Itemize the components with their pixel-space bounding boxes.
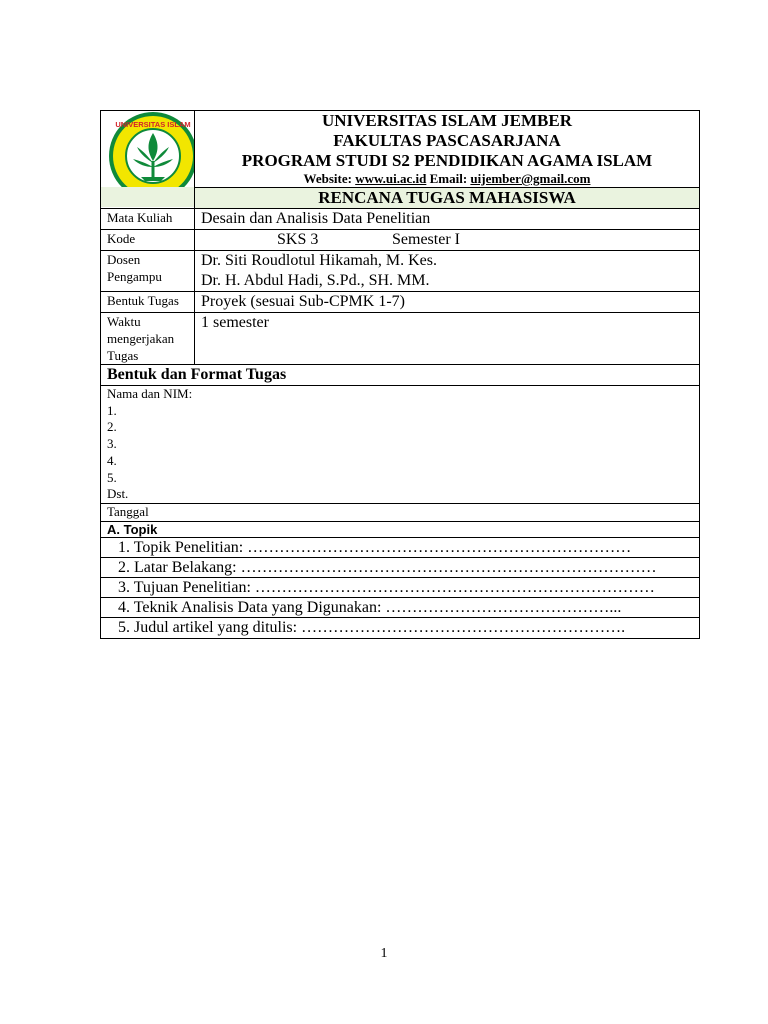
dosen-label: Dosen Pengampu: [101, 251, 195, 292]
svg-text:UNIVERSITAS ISLAM: UNIVERSITAS ISLAM: [115, 120, 191, 129]
form-title: RENCANA TUGAS MAHASISWA: [195, 188, 700, 209]
list-item: 3.: [107, 436, 117, 452]
list-item: 4.: [107, 452, 117, 468]
list-item: Dst.: [107, 486, 129, 502]
topic-item: 1. Topik Penelitian: ………………………………………………………………: [101, 537, 700, 557]
contact-line: Website: www.ui.ac.id Email: uijember@gmail.com: [303, 171, 591, 186]
semester-value: Semester I: [392, 231, 460, 248]
university-logo-icon: [101, 111, 194, 207]
faculty-name: FAKULTAS PASCASARJANA: [333, 131, 561, 150]
nama-nim-block: [101, 386, 700, 504]
assignment-form: [100, 110, 700, 639]
logo-cell: [101, 111, 195, 209]
email-link[interactable]: uijember@gmail.com: [470, 171, 591, 186]
topic-item: 4. Teknik Analisis Data yang Digunakan: ……………………………………...: [101, 597, 700, 617]
dosen-2: Dr. H. Abdul Hadi, S.Pd., SH. MM.: [201, 272, 430, 289]
mata-kuliah-label: Mata Kuliah: [101, 209, 195, 230]
bentuk-tugas-value: Proyek (sesuai Sub-CPMK 1-7): [195, 292, 700, 313]
topik-heading: A. Topik: [101, 521, 700, 537]
header-block: [195, 111, 700, 188]
topic-item: 5. Judul artikel yang ditulis: …………………………………………………….: [101, 617, 700, 638]
list-item: 5.: [107, 469, 117, 485]
topic-item: 2. Latar Belakang: ……………………………………………………………………: [101, 557, 700, 577]
sks-value: SKS 3: [277, 231, 319, 248]
dosen-value: [195, 251, 700, 292]
page-number: 1: [380, 946, 388, 961]
waktu-label: Waktu mengerjakan Tugas: [101, 313, 195, 365]
program-name: PROGRAM STUDI S2 PENDIDIKAN AGAMA ISLAM: [241, 151, 653, 170]
university-name: UNIVERSITAS ISLAM JEMBER: [321, 111, 572, 130]
kode-label: Kode: [101, 230, 195, 251]
list-item: 2.: [107, 419, 117, 435]
bentuk-tugas-label: Bentuk Tugas: [101, 292, 195, 313]
sks-semester-cell: [195, 230, 700, 251]
nama-nim-label: Nama dan NIM:: [107, 386, 193, 401]
website-link[interactable]: www.ui.ac.id: [355, 171, 427, 186]
topic-item: 3. Tujuan Penelitian: …………………………………………………………………: [101, 577, 700, 597]
list-item: 1.: [107, 402, 117, 418]
dosen-1: Dr. Siti Roudlotul Hikamah, M. Kes.: [201, 252, 437, 269]
tanggal-label: Tanggal: [101, 503, 700, 521]
waktu-value: 1 semester: [195, 313, 700, 365]
mata-kuliah-value: Desain dan Analisis Data Penelitian: [195, 209, 700, 230]
format-section-title: Bentuk dan Format Tugas: [101, 365, 700, 386]
